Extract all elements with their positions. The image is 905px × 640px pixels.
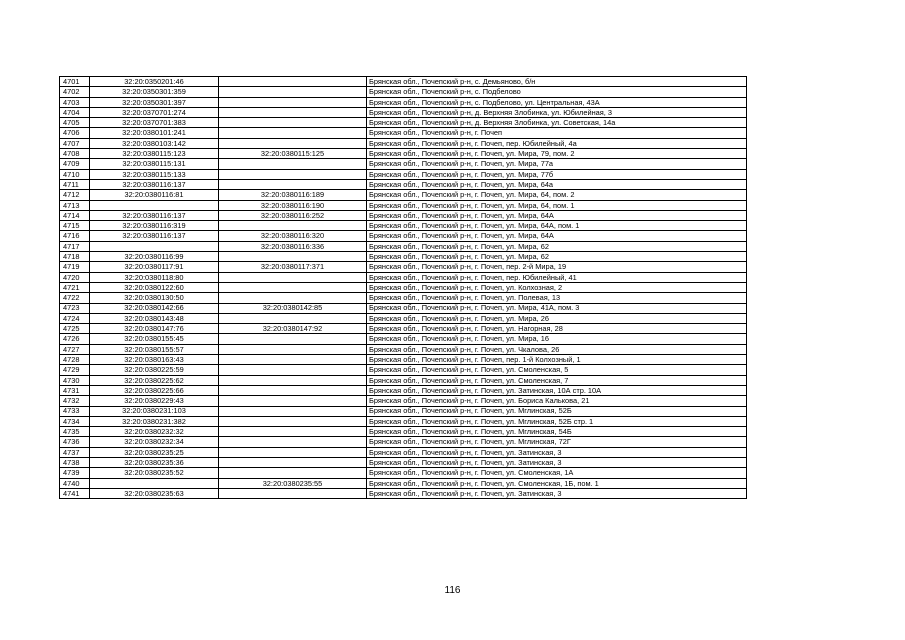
cadastral-number-cell: 32:20:0380155:45 [90,334,219,344]
address-cell: Брянская обл., Почепский р-н, г. Почеп, ул. Затинская, 3 [367,447,747,457]
row-number-cell: 4718 [60,252,90,262]
table-row [60,262,747,272]
cadastral-number-cell: 32:20:0380115:133 [90,169,219,179]
table-row [60,118,747,128]
row-number-cell: 4739 [60,468,90,478]
address-cell: Брянская обл., Почепский р-н, г. Почеп, ул. Мглинская, 52Б [367,406,747,416]
row-number-cell: 4715 [60,221,90,231]
address-cell: Брянская обл., Почепский р-н, г. Почеп, ул. Мглинская, 72Г [367,437,747,447]
row-number-cell: 4720 [60,272,90,282]
row-number-cell: 4729 [60,365,90,375]
address-cell: Брянская обл., Почепский р-н, г. Почеп, ул. Мира, 77б [367,169,747,179]
row-number-cell: 4711 [60,179,90,189]
premises-cadastral-number-cell [219,406,367,416]
address-cell: Брянская обл., Почепский р-н, г. Почеп, ул. Мглинская, 52Б стр. 1 [367,416,747,426]
premises-cadastral-number-cell [219,334,367,344]
cadastral-number-cell: 32:20:0380235:52 [90,468,219,478]
address-cell: Брянская обл., Почепский р-н, г. Почеп, ул. Мира, 64, пом. 2 [367,190,747,200]
cadastral-number-cell: 32:20:0380118:80 [90,272,219,282]
address-cell: Брянская обл., Почепский р-н, д. Верхняя Злобинка, ул. Юбилейная, 3 [367,107,747,117]
address-cell: Брянская обл., Почепский р-н, г. Почеп, ул. Затинская, 10А стр. 10А [367,385,747,395]
row-number-cell: 4732 [60,396,90,406]
address-cell: Брянская обл., Почепский р-н, г. Почеп, ул. Мира, 64А, пом. 1 [367,221,747,231]
cadastral-number-cell: 32:20:0380143:48 [90,313,219,323]
table-row [60,231,747,241]
table-row [60,385,747,395]
row-number-cell: 4701 [60,77,90,87]
address-cell: Брянская обл., Почепский р-н, д. Верхняя Злобинка, ул. Советская, 14а [367,118,747,128]
premises-cadastral-number-cell [219,344,367,354]
table-row [60,97,747,107]
cadastral-number-cell: 32:20:0380116:81 [90,190,219,200]
table-row [60,210,747,220]
table-row [60,159,747,169]
table-row [60,169,747,179]
table-row [60,447,747,457]
row-number-cell: 4721 [60,282,90,292]
table-row [60,457,747,467]
premises-cadastral-number-cell: 32:20:0380147:92 [219,324,367,334]
row-number-cell: 4705 [60,118,90,128]
premises-cadastral-number-cell [219,159,367,169]
table-row [60,272,747,282]
row-number-cell: 4727 [60,344,90,354]
cadastral-number-cell: 32:20:0380229:43 [90,396,219,406]
address-cell: Брянская обл., Почепский р-н, г. Почеп, ул. Мира, 79, пом. 2 [367,149,747,159]
premises-cadastral-number-cell [219,97,367,107]
table-row [60,478,747,488]
premises-cadastral-number-cell [219,77,367,87]
premises-cadastral-number-cell [219,293,367,303]
row-number-cell: 4722 [60,293,90,303]
premises-cadastral-number-cell [219,457,367,467]
premises-cadastral-number-cell: 32:20:0380235:55 [219,478,367,488]
cadastral-number-cell: 32:20:0380103:142 [90,138,219,148]
address-cell: Брянская обл., Почепский р-н, г. Почеп, ул. Мира, 26 [367,313,747,323]
cadastral-number-cell: 32:20:0380117:91 [90,262,219,272]
premises-cadastral-number-cell [219,87,367,97]
premises-cadastral-number-cell [219,107,367,117]
premises-cadastral-number-cell [219,221,367,231]
table-row [60,200,747,210]
row-number-cell: 4707 [60,138,90,148]
cadastral-number-cell: 32:20:0380163:43 [90,355,219,365]
premises-cadastral-number-cell: 32:20:0380117:371 [219,262,367,272]
row-number-cell: 4725 [60,324,90,334]
premises-cadastral-number-cell: 32:20:0380116:190 [219,200,367,210]
address-cell: Брянская обл., Почепский р-н, г. Почеп, пер. Юбилейный, 41 [367,272,747,282]
cadastral-number-cell: 32:20:0380225:66 [90,385,219,395]
cadastral-number-cell: 32:20:0380235:25 [90,447,219,457]
table-row [60,334,747,344]
table-row [60,427,747,437]
row-number-cell: 4708 [60,149,90,159]
address-cell: Брянская обл., Почепский р-н, г. Почеп, ул. Затинская, 3 [367,457,747,467]
cadastral-number-cell [90,241,219,251]
row-number-cell: 4713 [60,200,90,210]
address-cell: Брянская обл., Почепский р-н, г. Почеп, ул. Затинская, 3 [367,488,747,498]
address-cell: Брянская обл., Почепский р-н, г. Почеп, ул. Мира, 62 [367,252,747,262]
address-cell: Брянская обл., Почепский р-н, г. Почеп, ул. Колхозная, 2 [367,282,747,292]
address-cell: Брянская обл., Почепский р-н, г. Почеп, ул. Бориса Калькова, 21 [367,396,747,406]
table-row [60,149,747,159]
row-number-cell: 4703 [60,97,90,107]
address-cell: Брянская обл., Почепский р-н, г. Почеп, ул. Смоленская, 7 [367,375,747,385]
table-row [60,128,747,138]
cadastral-number-cell: 32:20:0380116:99 [90,252,219,262]
premises-cadastral-number-cell [219,169,367,179]
row-number-cell: 4710 [60,169,90,179]
row-number-cell: 4716 [60,231,90,241]
premises-cadastral-number-cell [219,179,367,189]
table-row [60,252,747,262]
table-row [60,107,747,117]
address-cell: Брянская обл., Почепский р-н, г. Почеп, ул. Нагорная, 28 [367,324,747,334]
row-number-cell: 4733 [60,406,90,416]
row-number-cell: 4728 [60,355,90,365]
premises-cadastral-number-cell [219,427,367,437]
cadastral-number-cell: 32:20:0380225:59 [90,365,219,375]
cadastral-number-cell: 32:20:0380122:60 [90,282,219,292]
table-row [60,344,747,354]
registry-table [59,76,747,499]
row-number-cell: 4709 [60,159,90,169]
table-row [60,190,747,200]
premises-cadastral-number-cell [219,488,367,498]
row-number-cell: 4737 [60,447,90,457]
table-row [60,355,747,365]
premises-cadastral-number-cell [219,385,367,395]
premises-cadastral-number-cell [219,252,367,262]
premises-cadastral-number-cell: 32:20:0380116:252 [219,210,367,220]
table-row [60,77,747,87]
table-row [60,375,747,385]
table-row [60,179,747,189]
premises-cadastral-number-cell: 32:20:0380142:85 [219,303,367,313]
table-row [60,313,747,323]
address-cell: Брянская обл., Почепский р-н, г. Почеп, ул. Мира, 64а [367,179,747,189]
address-cell: Брянская обл., Почепский р-н, г. Почеп, пер. 1-й Колхозный, 1 [367,355,747,365]
premises-cadastral-number-cell: 32:20:0380116:320 [219,231,367,241]
address-cell: Брянская обл., Почепский р-н, г. Почеп [367,128,747,138]
cadastral-number-cell: 32:20:0350301:359 [90,87,219,97]
row-number-cell: 4730 [60,375,90,385]
table-row [60,241,747,251]
cadastral-number-cell: 32:20:0380231:103 [90,406,219,416]
premises-cadastral-number-cell: 32:20:0380116:189 [219,190,367,200]
cadastral-number-cell: 32:20:0380232:34 [90,437,219,447]
cadastral-number-cell: 32:20:0380147:76 [90,324,219,334]
cadastral-number-cell: 32:20:0380232:32 [90,427,219,437]
table-row [60,488,747,498]
address-cell: Брянская обл., Почепский р-н, с. Подбелово, ул. Центральная, 43А [367,97,747,107]
table-row [60,87,747,97]
cadastral-number-cell: 32:20:0380235:63 [90,488,219,498]
row-number-cell: 4704 [60,107,90,117]
row-number-cell: 4740 [60,478,90,488]
registry-table-body [60,77,747,499]
cadastral-number-cell: 32:20:0380130:50 [90,293,219,303]
cadastral-number-cell: 32:20:0380142:66 [90,303,219,313]
cadastral-number-cell: 32:20:0350301:397 [90,97,219,107]
premises-cadastral-number-cell [219,282,367,292]
row-number-cell: 4706 [60,128,90,138]
premises-cadastral-number-cell [219,468,367,478]
address-cell: Брянская обл., Почепский р-н, г. Почеп, ул. Мира, 16 [367,334,747,344]
row-number-cell: 4735 [60,427,90,437]
premises-cadastral-number-cell [219,365,367,375]
row-number-cell: 4736 [60,437,90,447]
address-cell: Брянская обл., Почепский р-н, г. Почеп, ул. Мира, 62 [367,241,747,251]
premises-cadastral-number-cell [219,375,367,385]
address-cell: Брянская обл., Почепский р-н, г. Почеп, ул. Мира, 64А [367,231,747,241]
cadastral-number-cell: 32:20:0380101:241 [90,128,219,138]
address-cell: Брянская обл., Почепский р-н, г. Почеп, ул. Мира, 77а [367,159,747,169]
table-row [60,396,747,406]
row-number-cell: 4717 [60,241,90,251]
address-cell: Брянская обл., Почепский р-н, г. Почеп, ул. Чкалова, 26 [367,344,747,354]
row-number-cell: 4714 [60,210,90,220]
table-row [60,365,747,375]
row-number-cell: 4738 [60,457,90,467]
cadastral-number-cell: 32:20:0380116:137 [90,210,219,220]
premises-cadastral-number-cell [219,128,367,138]
premises-cadastral-number-cell [219,396,367,406]
premises-cadastral-number-cell [219,138,367,148]
row-number-cell: 4723 [60,303,90,313]
premises-cadastral-number-cell [219,355,367,365]
cadastral-number-cell: 32:20:0380155:57 [90,344,219,354]
table-row [60,437,747,447]
cadastral-number-cell: 32:20:0380115:123 [90,149,219,159]
cadastral-number-cell: 32:20:0380116:137 [90,179,219,189]
cadastral-number-cell: 32:20:0380115:131 [90,159,219,169]
cadastral-number-cell: 32:20:0370701:383 [90,118,219,128]
premises-cadastral-number-cell [219,118,367,128]
address-cell: Брянская обл., Почепский р-н, г. Почеп, ул. Смоленская, 1А [367,468,747,478]
premises-cadastral-number-cell [219,313,367,323]
address-cell: Брянская обл., Почепский р-н, г. Почеп, ул. Мглинская, 54Б [367,427,747,437]
row-number-cell: 4719 [60,262,90,272]
table-row [60,138,747,148]
address-cell: Брянская обл., Почепский р-н, г. Почеп, ул. Мира, 41А, пом. 3 [367,303,747,313]
cadastral-number-cell: 32:20:0380231:382 [90,416,219,426]
page-number: 116 [444,585,461,596]
address-cell: Брянская обл., Почепский р-н, с. Подбелово [367,87,747,97]
cadastral-number-cell: 32:20:0380225:62 [90,375,219,385]
address-cell: Брянская обл., Почепский р-н, г. Почеп, пер. 2-й Мира, 19 [367,262,747,272]
table-row [60,468,747,478]
table-row [60,293,747,303]
row-number-cell: 4726 [60,334,90,344]
premises-cadastral-number-cell [219,416,367,426]
row-number-cell: 4702 [60,87,90,97]
row-number-cell: 4724 [60,313,90,323]
cadastral-number-cell: 32:20:0380116:319 [90,221,219,231]
table-row [60,406,747,416]
address-cell: Брянская обл., Почепский р-н, г. Почеп, ул. Полевая, 13 [367,293,747,303]
address-cell: Брянская обл., Почепский р-н, г. Почеп, ул. Смоленская, 1Б, пом. 1 [367,478,747,488]
cadastral-number-cell: 32:20:0380235:36 [90,457,219,467]
cadastral-number-cell [90,200,219,210]
row-number-cell: 4741 [60,488,90,498]
cadastral-number-cell: 32:20:0380116:137 [90,231,219,241]
address-cell: Брянская обл., Почепский р-н, с. Демьяново, б/н [367,77,747,87]
address-cell: Брянская обл., Почепский р-н, г. Почеп, ул. Мира, 64А [367,210,747,220]
cadastral-number-cell [90,478,219,488]
row-number-cell: 4712 [60,190,90,200]
cadastral-number-cell: 32:20:0350201:46 [90,77,219,87]
address-cell: Брянская обл., Почепский р-н, г. Почеп, ул. Смоленская, 5 [367,365,747,375]
row-number-cell: 4731 [60,385,90,395]
premises-cadastral-number-cell [219,272,367,282]
premises-cadastral-number-cell: 32:20:0380116:336 [219,241,367,251]
address-cell: Брянская обл., Почепский р-н, г. Почеп, ул. Мира, 64, пом. 1 [367,200,747,210]
row-number-cell: 4734 [60,416,90,426]
table-row [60,303,747,313]
address-cell: Брянская обл., Почепский р-н, г. Почеп, пер. Юбилейный, 4а [367,138,747,148]
table-row [60,416,747,426]
table-row [60,324,747,334]
table-row [60,282,747,292]
premises-cadastral-number-cell: 32:20:0380115:125 [219,149,367,159]
table-row [60,221,747,231]
premises-cadastral-number-cell [219,437,367,447]
cadastral-number-cell: 32:20:0370701:274 [90,107,219,117]
premises-cadastral-number-cell [219,447,367,457]
